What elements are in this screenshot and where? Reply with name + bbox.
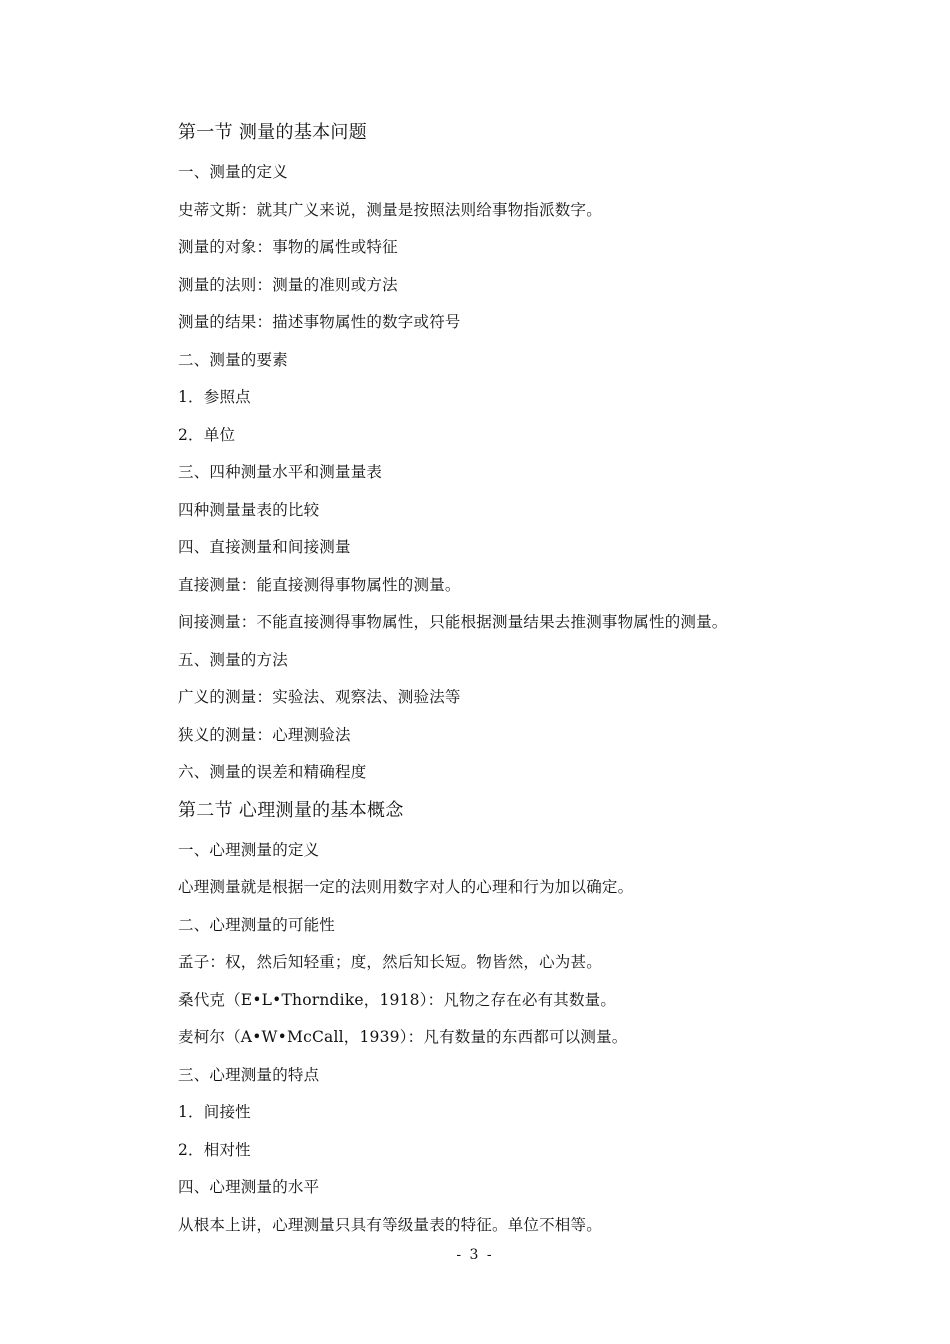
list-item-unit: 2．单位 bbox=[178, 425, 236, 444]
heading-psych-measurement-level: 四、心理测量的水平 bbox=[178, 1178, 320, 1196]
paragraph-indirect-measurement: 间接测量：不能直接测得事物属性，只能根据测量结果去推测事物属性的测量。 bbox=[178, 613, 728, 631]
section-heading-1: 第一节 测量的基本问题 bbox=[178, 122, 368, 143]
paragraph-measurement-rule: 测量的法则：测量的准则或方法 bbox=[178, 275, 398, 294]
list-item-relativity: 2．相对性 bbox=[178, 1140, 251, 1159]
page-number: - 3 - bbox=[456, 1247, 494, 1263]
paragraph-psych-measurement-definition: 心理测量就是根据一定的法则用数字对人的心理和行为加以确定。 bbox=[178, 878, 634, 896]
section-heading-2: 第二节 心理测量的基本概念 bbox=[178, 799, 404, 821]
paragraph-direct-measurement: 直接测量：能直接测得事物属性的测量。 bbox=[178, 575, 461, 594]
list-item-reference-point: 1．参照点 bbox=[178, 388, 251, 406]
paragraph-measurement-result: 测量的结果：描述事物属性的数字或符号 bbox=[178, 313, 461, 331]
paragraph-narrow-measurement: 狭义的测量：心理测验法 bbox=[178, 725, 351, 744]
heading-measurement-levels: 三、四种测量水平和测量量表 bbox=[178, 463, 383, 481]
heading-psych-measurement-possibility: 二、心理测量的可能性 bbox=[178, 915, 336, 934]
document-body bbox=[178, 117, 788, 1247]
paragraph-measurement-object: 测量的对象：事物的属性或特征 bbox=[178, 238, 398, 256]
list-item-indirectness: 1．间接性 bbox=[178, 1103, 251, 1121]
heading-measurement-methods: 五、测量的方法 bbox=[178, 650, 288, 669]
heading-direct-indirect: 四、直接测量和间接测量 bbox=[178, 538, 351, 556]
heading-psych-measurement-definition: 一、心理测量的定义 bbox=[178, 840, 320, 859]
paragraph-stevens-definition: 史蒂文斯：就其广义来说，测量是按照法则给事物指派数字。 bbox=[178, 200, 602, 219]
heading-measurement-definition: 一、测量的定义 bbox=[178, 163, 288, 181]
paragraph-scale-comparison: 四种测量量表的比较 bbox=[178, 500, 320, 519]
paragraph-mccall-quote: 麦柯尔（A•W•McCall，1939）：凡有数量的东西都可以测量。 bbox=[178, 1028, 628, 1046]
heading-error-precision: 六、测量的误差和精确程度 bbox=[178, 763, 367, 781]
heading-measurement-elements: 二、测量的要素 bbox=[178, 350, 288, 369]
paragraph-ordinal-scale: 从根本上讲，心理测量只具有等级量表的特征。单位不相等。 bbox=[178, 1215, 602, 1234]
paragraph-thorndike-quote: 桑代克（E•L•Thorndike，1918）：凡物之存在必有其数量。 bbox=[178, 990, 617, 1009]
paragraph-mencius-quote: 孟子：权，然后知轻重；度，然后知长短。物皆然，心为甚。 bbox=[178, 953, 602, 971]
paragraph-broad-measurement: 广义的测量：实验法、观察法、测验法等 bbox=[178, 688, 461, 706]
heading-psych-measurement-features: 三、心理测量的特点 bbox=[178, 1065, 320, 1084]
